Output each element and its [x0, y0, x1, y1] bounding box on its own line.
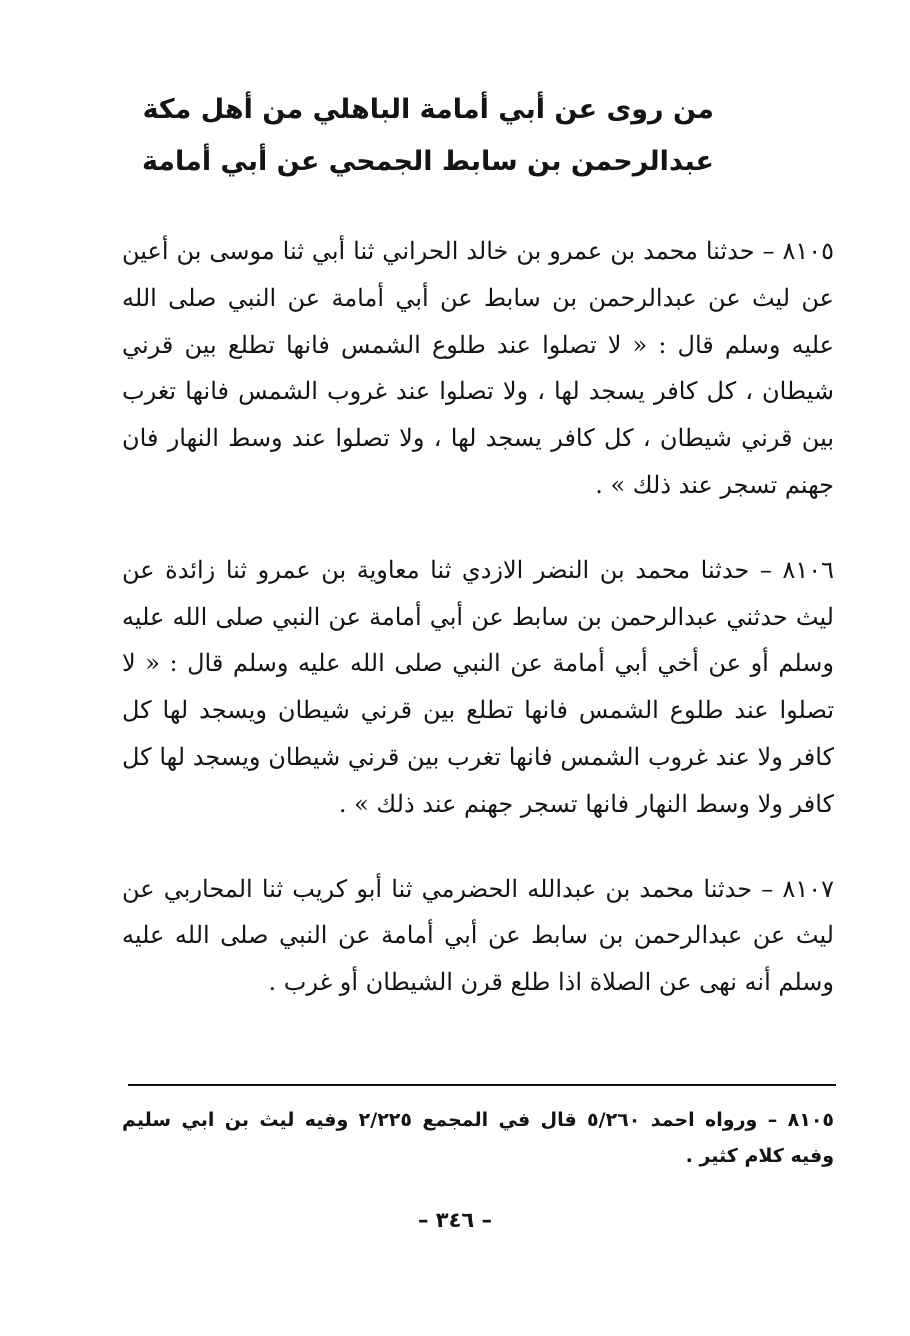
hadith-text: – حدثنا محمد بن عمرو بن خالد الحراني ثنا أبي ثنا موسى بن أعين عن ليث عن عبدالرحمن بن سابط عن أبي أمامة عن النبي صلى الله عليه وسلم قال : « لا تصلوا عند طلوع الشمس فانها تطلع بين قرني شيطان ، كل كافر يسجد لها ، ولا تصلوا عند غروب الشمس فانها تغرب بين قرني شيطان ، كل كافر يسجد لها ، ولا تصلوا عند وسط النهار فان جهنم تسجر عند ذلك » . [122, 237, 834, 499]
footnote-divider [128, 1084, 836, 1086]
heading-line-2: عبدالرحمن بن سابط الجمحي عن أبي أمامة [141, 146, 714, 177]
hadith-number: ٨١٠٧ [782, 874, 834, 903]
heading-line-1: من روى عن أبي أمامة الباهلي من أهل مكة [142, 94, 714, 125]
hadith-list [122, 228, 834, 1044]
hadith-number: ٨١٠٥ [782, 237, 834, 265]
footnote: ٨١٠٥ – ورواه احمد ٥/٢٦٠ قال في المجمع ٢/٢٢٥ وفيه ليث بن ابي سليم وفيه كلام كثير . [122, 1109, 835, 1167]
chapter-heading [141, 84, 714, 188]
hadith-8106 [122, 547, 834, 828]
hadith-text: – حدثنا محمد بن عبدالله الحضرمي ثنا أبو كريب ثنا المحاربي عن ليث عن عبدالرحمن بن سابط عن أبي أمامة عن النبي صلى الله عليه وسلم أنه نهى عن الصلاة اذا طلع قرن الشيطان أو غرب . [122, 874, 834, 997]
hadith-number: ٨١٠٦ [782, 555, 834, 584]
hadith-text: – حدثنا محمد بن النضر الازدي ثنا معاوية بن عمرو ثنا زائدة عن ليث حدثني عبدالرحمن بن سابط عن أبي أمامة عن النبي صلى الله عليه وسلم أو عن أخي أبي أمامة عن النبي صلى الله عليه وسلم قال : « لا تصلوا عند طلوع الشمس فانها تطلع بين قرني شيطان ويسجد لها كل كافر ولا عند غروب الشمس فانها تغرب بين قرني شيطان ويسجد لها كل كافر ولا وسط النهار فانها تسجر جهنم عند ذلك » . [122, 555, 834, 818]
hadith-8107 [122, 866, 834, 1006]
hadith-8105 [122, 228, 834, 509]
page-number: – ٣٤٦ – [417, 1208, 493, 1232]
